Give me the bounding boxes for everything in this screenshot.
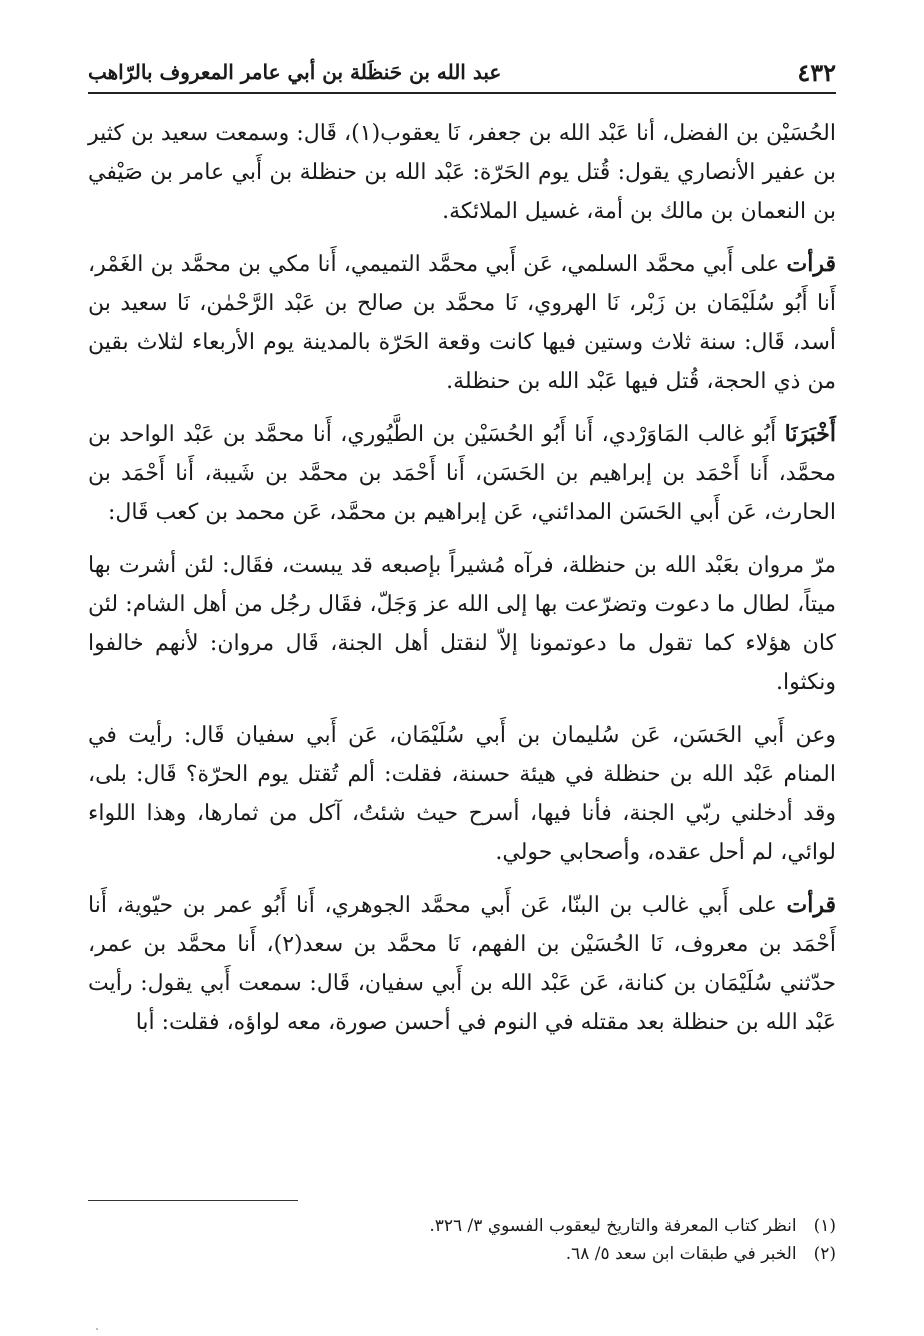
paragraph-text: الحُسَيْن بن الفضل، أنا عَبْد الله بن جعفر، نَا يعقوب(١)، قَال: وسمعت سعيد بن كثير بن عفير الأنصاري يقول: قُتل يوم الحَرّة: عَبْد الله بن حنظلة بن أَبي عامر بن صَيْفي بن النعمان بن مالك بن أمة، غسيل الملائكة.	[88, 121, 836, 224]
paragraph-lead: قرأت	[786, 892, 836, 918]
book-page	[88, 52, 836, 1312]
paragraph	[88, 546, 836, 702]
page-number: ٤٣٢	[797, 58, 836, 87]
page-header	[88, 52, 836, 94]
paragraph-text: مرّ مروان بعَبْد الله بن حنظلة، فرآه مُشيراً بإصبعه قد يبست، فقَال: لئن أشرت بها ميتاً، لطال ما دعوت وتضرّعت بها إلى الله عز وَجَلّ، فقَال رجُل من أهل الشام: لئن كان هؤلاء كما تقول ما دعوتمونا إلاّ لنقتل أهل الجنة، قَال مروان: لأنهم خالفوا ونكثوا.	[88, 553, 836, 695]
footnote-number: (٢)	[813, 1244, 836, 1264]
footnote	[88, 1212, 836, 1240]
footnote-number: (١)	[813, 1216, 836, 1236]
body-text	[88, 114, 836, 1042]
running-title: عبد الله بن حَنظَلة بن أبي عامر المعروف بالرّاهب	[88, 60, 502, 84]
footnotes	[88, 1212, 836, 1268]
footnote-divider	[88, 1200, 298, 1201]
footnote-text: الخبر في طبقات ابن سعد ٥/ ٦٨.	[565, 1244, 797, 1264]
footnote-text: انظر كتاب المعرفة والتاريخ ليعقوب الفسوي ٣/ ٣٢٦.	[429, 1216, 797, 1236]
footnote	[88, 1240, 836, 1268]
paragraph-lead: أَخْبَرَنَا	[784, 421, 836, 447]
paragraph-text: أَبُو غالب المَاوَرْدي، أَنا أَبُو الحُسَيْن بن الطَّيُوري، أَنا محمَّد بن عَبْد الواحد بن محمَّد، أَنا أَحْمَد بن إبراهيم بن الحَسَن، أَنا أَحْمَد بن محمَّد بن شَيبة، أَنا أَحْمَد بن الحارث، عَن أَبي الحَسَن المدائني، عَن إبراهيم بن محمَّد، عَن محمد بن كعب قَال:	[88, 422, 836, 525]
paragraph	[88, 415, 836, 532]
paragraph	[88, 245, 836, 401]
paragraph	[88, 114, 836, 231]
paragraph-lead: قرأت	[786, 251, 836, 277]
paragraph-text: وعن أَبي الحَسَن، عَن سُليمان بن أَبي سُلَيْمَان، عَن أَبي سفيان قَال: رأيت في المنام عَبْد الله بن حنظلة في هيئة حسنة، فقلت: ألم تُقتل يوم الحرّة؟ قَال: بلى، وقد أدخلني ربّي الجنة، فأنا فيها، أسرح حيث شئتُ، آكل من ثمارها، وهذا اللواء لوائي، لم أحل عقده، وأصحابي حولي.	[88, 723, 836, 865]
paragraph-text: على أَبي غالب بن البنّا، عَن أَبي محمَّد الجوهري، أَنا أَبُو عمر بن حيّوية، أَنا أَحْمَد بن معروف، نَا الحُسَيْن بن الفهم، نَا محمَّد بن سعد(٢)، أَنا محمَّد بن عمر، حدّثني سُلَيْمَان بن كنانة، عَن عَبْد الله بن أَبي سفيان، قَال: سمعت أَبي يقول: رأيت عَبْد الله بن حنظلة بعد مقتله في النوم في أحسن صورة، معه لواؤه، فقلت: أبا	[88, 893, 836, 1035]
paragraph-text: على أَبي محمَّد السلمي، عَن أَبي محمَّد التميمي، أَنا مكي بن محمَّد بن الغَمْر، أَنا أَبُو سُلَيْمَان بن زَبْر، نَا الهروي، نَا محمَّد بن صالح بن عَبْد الرَّحْمٰن، نَا سعيد بن أسد، قَال: سنة ثلاث وستين فيها كانت وقعة الحَرّة بالمدينة يوم الأربعاء لثلاث بقين من ذي الحجة، قُتل فيها عَبْد الله بن حنظلة.	[88, 252, 836, 394]
scan-speck	[96, 1328, 98, 1330]
paragraph	[88, 716, 836, 872]
paragraph	[88, 886, 836, 1042]
